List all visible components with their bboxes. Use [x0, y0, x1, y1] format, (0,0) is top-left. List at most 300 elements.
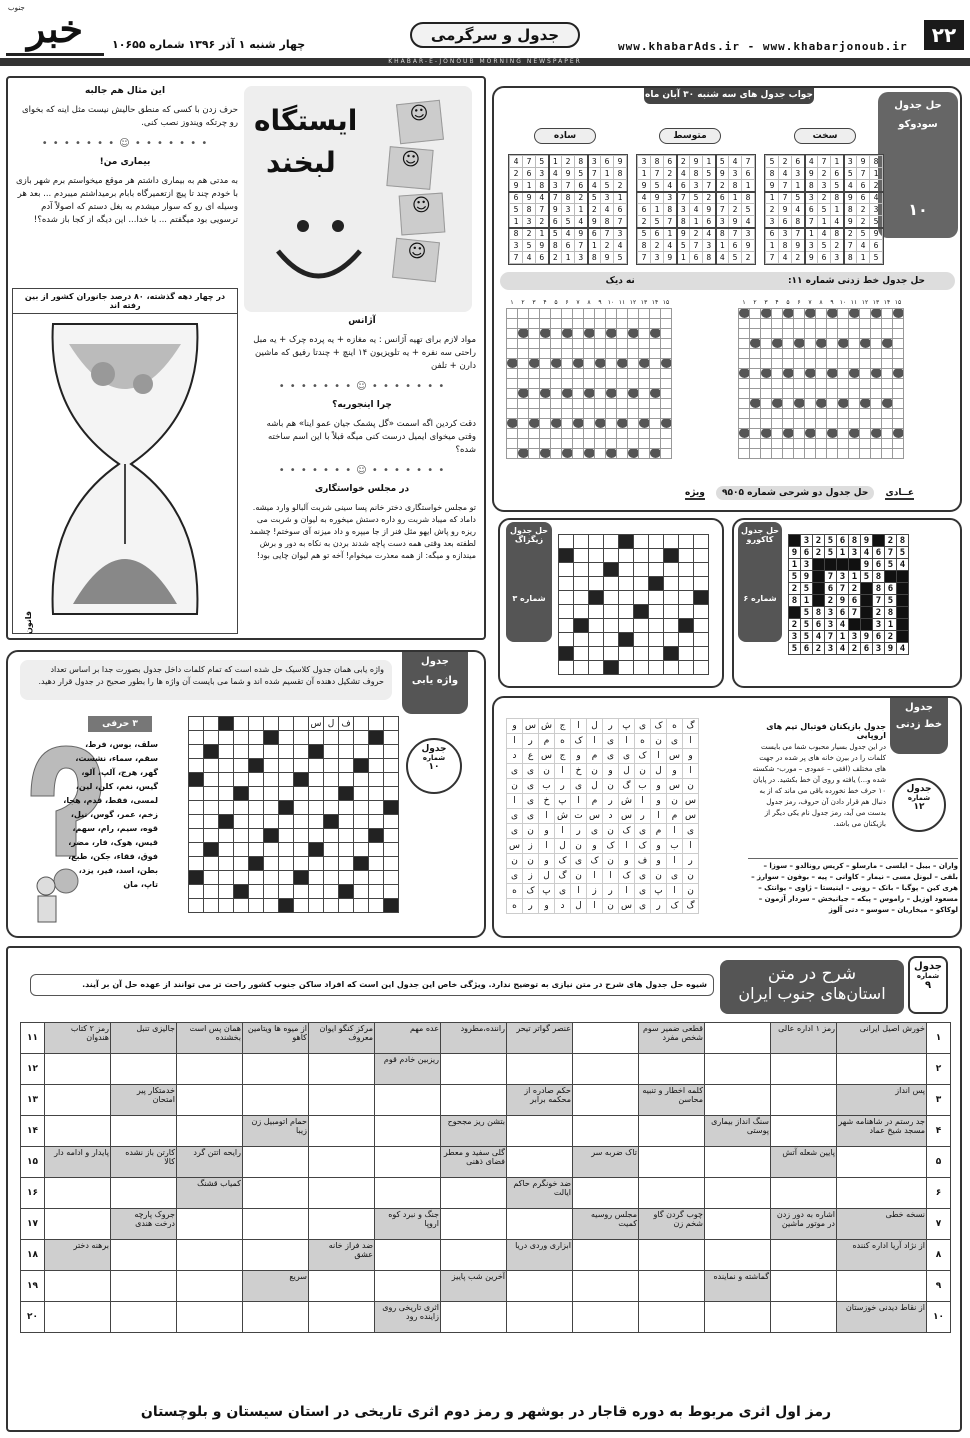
- crossword-cell[interactable]: [639, 1271, 705, 1302]
- sudoku-cell: 6: [588, 228, 601, 240]
- row-number-left: ۱۲: [21, 1054, 45, 1085]
- grid-cell: [309, 885, 324, 899]
- wordsearch-cell: و: [507, 719, 523, 734]
- disease-title: بیماری من!: [99, 157, 151, 167]
- crossword-cell[interactable]: [177, 1240, 243, 1271]
- crossword-cell[interactable]: جالیزی تنبل: [111, 1023, 177, 1054]
- level-medium: متوسط: [659, 128, 721, 144]
- grid-cell: [234, 759, 249, 773]
- crossword-cell[interactable]: اشاره به دور زدن در موتور ماشین: [771, 1209, 837, 1240]
- wordsearch-cell: پ: [651, 884, 667, 899]
- word-finder-instructions: واژه یابی همان جدول کلاسیک حل شده است که تمام کلمات داخل جدول بصورت جدا بر اساس تعداد حروف تشکیل دهنده آن تقسیم شده اند و شما می بایست آن واژه ها را بطور صحیح در جدول قرار دهید.: [20, 660, 392, 700]
- crossword-cell[interactable]: پایدار و ادامه دار: [45, 1147, 111, 1178]
- grid-cell: [761, 438, 772, 448]
- crossword-cell[interactable]: راننده،مطرود: [441, 1023, 507, 1054]
- crossword-cell[interactable]: [837, 1178, 927, 1209]
- grid-cell: [339, 773, 354, 787]
- grid-cell: [189, 787, 204, 801]
- sudoku-tag: [878, 92, 958, 238]
- crossword-cell[interactable]: [441, 1085, 507, 1116]
- grid-cell: [606, 338, 617, 348]
- sudoku-cell: 5: [677, 240, 690, 252]
- grid-cell: [783, 428, 794, 438]
- crossword-cell[interactable]: جروک پارچه درخت هندی: [111, 1209, 177, 1240]
- crossword-cell[interactable]: [771, 1085, 837, 1116]
- grid-cell: [279, 759, 294, 773]
- crossword-cell[interactable]: برهنه دختر: [45, 1240, 111, 1271]
- sudoku-cell: 4: [614, 240, 627, 252]
- grid-cell: [604, 619, 619, 633]
- sudoku-cell: 5: [792, 192, 805, 204]
- crossword-cell[interactable]: [705, 1085, 771, 1116]
- crossword-cell[interactable]: [309, 1054, 375, 1085]
- grid-cell: [827, 418, 838, 428]
- grid-cell: [805, 448, 816, 458]
- crossword-cell[interactable]: [375, 1240, 441, 1271]
- grid-cell: [219, 885, 234, 899]
- wordsearch-cell: و: [619, 854, 635, 869]
- crossword-cell[interactable]: [573, 1054, 639, 1085]
- grid-cell: [617, 378, 628, 388]
- crossword-cell[interactable]: [771, 1178, 837, 1209]
- crossword-cell[interactable]: [309, 1085, 375, 1116]
- crossword-cell[interactable]: [507, 1271, 573, 1302]
- sudoku-cell: 8: [703, 252, 716, 264]
- crossword-cell[interactable]: قطعی ضمیر سوم شخص مفرد: [639, 1023, 705, 1054]
- crossword-cell[interactable]: خدمتکار پیر امتحان: [111, 1085, 177, 1116]
- sudoku-row: [766, 180, 883, 192]
- crossword-cell[interactable]: [309, 1116, 375, 1147]
- crossword-cell[interactable]: [45, 1178, 111, 1209]
- crossword-cell[interactable]: خورش اصیل ایرانی: [837, 1023, 927, 1054]
- grid-cell: [617, 448, 628, 458]
- crossword-cell[interactable]: [177, 1302, 243, 1333]
- crossword-cell[interactable]: [375, 1147, 441, 1178]
- crossword-cell[interactable]: رمز ۱ اداره عالی: [771, 1023, 837, 1054]
- crossword-cell[interactable]: [111, 1271, 177, 1302]
- grid-cell: [249, 843, 264, 857]
- crossword-cell[interactable]: [177, 1085, 243, 1116]
- grid-cell: [573, 338, 584, 348]
- crossword-cell[interactable]: [573, 1302, 639, 1333]
- grid-cell: [649, 661, 664, 675]
- kakuro-row: [789, 535, 909, 547]
- grid-cell: [354, 801, 369, 815]
- crossword-cell[interactable]: [573, 1116, 639, 1147]
- crossword-cell[interactable]: [705, 1054, 771, 1085]
- kakuro-cell: 7: [837, 583, 849, 595]
- kakuro-cell: 3: [825, 619, 837, 631]
- sudoku-cell: 8: [729, 180, 742, 192]
- grid-cell: [595, 338, 606, 348]
- wordsearch-cell: ک: [635, 839, 651, 854]
- crossword-cell[interactable]: [507, 1147, 573, 1178]
- grid-cell: [794, 368, 805, 378]
- sudoku-cell: 4: [779, 252, 792, 264]
- crossword-cell[interactable]: [573, 1023, 639, 1054]
- crossword-cell[interactable]: [705, 1240, 771, 1271]
- crossword-cell[interactable]: [375, 1271, 441, 1302]
- grid-cell: [664, 633, 679, 647]
- grid-cell: [849, 398, 860, 408]
- grid-cell: [849, 418, 860, 428]
- grid-cell: [805, 338, 816, 348]
- grid-cell: [617, 308, 628, 318]
- grid-cell: [871, 358, 882, 368]
- crossword-cell[interactable]: حمام اتومبیل زن زیبا: [243, 1116, 309, 1147]
- grid-cell: [595, 398, 606, 408]
- crossword-cell[interactable]: [309, 1209, 375, 1240]
- sudoku-cell: 7: [729, 228, 742, 240]
- sudoku-cell: 5: [716, 156, 729, 168]
- wordsearch-row: [507, 749, 699, 764]
- crossword-cell[interactable]: [639, 1116, 705, 1147]
- grid-cell: [794, 408, 805, 418]
- grid-cell: [354, 843, 369, 857]
- kakuro-cell: [861, 619, 873, 631]
- wordsearch-cell: س: [587, 809, 603, 824]
- sudoku-cell: 3: [601, 192, 614, 204]
- crossword-cell[interactable]: مرکز کنگو ایوان معروف: [309, 1023, 375, 1054]
- grid-cell: [507, 438, 518, 448]
- grid-cell: [750, 328, 761, 338]
- logo-subtitle: جنوب: [8, 4, 25, 12]
- crossword-cell[interactable]: کارتن باز نشده کالا: [111, 1147, 177, 1178]
- grid-cell: [750, 358, 761, 368]
- crossword-cell[interactable]: [243, 1302, 309, 1333]
- crossword-cell[interactable]: [771, 1271, 837, 1302]
- kakuro-cell: 7: [825, 631, 837, 643]
- crossword-cell[interactable]: نسخه خطی: [837, 1209, 927, 1240]
- crossword-cell[interactable]: [309, 1147, 375, 1178]
- crossword-cell[interactable]: [705, 1147, 771, 1178]
- sudoku-cell: 4: [742, 216, 755, 228]
- sudoku-cell: 3: [831, 252, 844, 264]
- crossword-cell[interactable]: اثری تاریخی روی زاینده رود: [375, 1302, 441, 1333]
- grid-cell: [595, 318, 606, 328]
- crossword-cell[interactable]: ابزاری وردی دریا: [507, 1240, 573, 1271]
- wordsearch-cell: خ: [571, 764, 587, 779]
- kakuro-grid: [788, 534, 909, 655]
- crossword-cell[interactable]: آخرین شب پاییز: [441, 1271, 507, 1302]
- crossword-cell[interactable]: گماشته و نماینده: [705, 1271, 771, 1302]
- grid-cell: [694, 535, 709, 549]
- grid-cell: [849, 308, 860, 318]
- word-finder-badge: [406, 738, 462, 794]
- grid-cell: [573, 368, 584, 378]
- crossword-cell[interactable]: از میوه ها ویتامین کاهو: [243, 1023, 309, 1054]
- sudoku-cell: 9: [779, 204, 792, 216]
- crossword-cell[interactable]: [111, 1116, 177, 1147]
- crossword-cell[interactable]: ریزبین خادم قوم: [375, 1054, 441, 1085]
- sudoku-cell: 1: [638, 168, 651, 180]
- grid-col-number: ۸: [587, 299, 591, 307]
- crossword-cell[interactable]: بتشن ریز مجحوح: [441, 1116, 507, 1147]
- wordsearch-cell: ل: [651, 764, 667, 779]
- grid-cell: [507, 418, 518, 428]
- crossword-cell[interactable]: [441, 1178, 507, 1209]
- crossword-cell[interactable]: [639, 1240, 705, 1271]
- crossword-cell[interactable]: حکم صادره از محکمه برابر: [507, 1085, 573, 1116]
- sudoku-cell: 7: [716, 204, 729, 216]
- grid-row: [507, 308, 672, 318]
- grid-cell: [619, 591, 634, 605]
- sudoku-cell: 5: [870, 216, 883, 228]
- crossword-cell[interactable]: جد رستم در شاهنامه شهر مسجد شیخ عماد: [837, 1116, 927, 1147]
- crossword-cell[interactable]: [111, 1240, 177, 1271]
- grid-cell: [518, 438, 529, 448]
- wordsearch-cell: ک: [635, 749, 651, 764]
- grid-cell: [650, 448, 661, 458]
- grid-row: [739, 398, 904, 408]
- grid-cell: [871, 378, 882, 388]
- crossword-row: [21, 1271, 951, 1302]
- kakuro-cell: 8: [885, 607, 897, 619]
- crossword-cell[interactable]: [837, 1147, 927, 1178]
- crossword-cell[interactable]: [705, 1178, 771, 1209]
- grid-cell: [871, 388, 882, 398]
- crossword-cell[interactable]: [45, 1116, 111, 1147]
- crossword-cell[interactable]: [111, 1178, 177, 1209]
- crossword-cell[interactable]: رمز ۲ کتاب هندوان: [45, 1023, 111, 1054]
- crossword-cell[interactable]: از نقاط دیدنی خوزستان: [837, 1302, 927, 1333]
- crossword-cell[interactable]: عنصر گواتر تیحر: [507, 1023, 573, 1054]
- crossword-cell[interactable]: تاک ضربه سر: [573, 1147, 639, 1178]
- grid-cell: [204, 731, 219, 745]
- kakuro-cell: [813, 571, 825, 583]
- crossword-cell[interactable]: [639, 1147, 705, 1178]
- grid-cell: [827, 438, 838, 448]
- wordsearch-cell: س: [667, 749, 683, 764]
- sudoku-cell: 8: [601, 216, 614, 228]
- crossword-cell[interactable]: از نژاد آریا اداره کننده: [837, 1240, 927, 1271]
- wordsearch-cell: ن: [635, 764, 651, 779]
- crossword-cell[interactable]: [243, 1054, 309, 1085]
- grid-cell: [882, 368, 893, 378]
- grid-cell: [219, 815, 234, 829]
- grid-cell: [739, 308, 750, 318]
- crossword-cell[interactable]: [771, 1240, 837, 1271]
- crossword-cell[interactable]: ضد خونگرم حاکم ایالت: [507, 1178, 573, 1209]
- crossword-cell[interactable]: [771, 1302, 837, 1333]
- crossword-cell[interactable]: [705, 1023, 771, 1054]
- grid-cell: [204, 787, 219, 801]
- crossword-cell[interactable]: [573, 1085, 639, 1116]
- sudoku-cell: 8: [716, 228, 729, 240]
- crossword-cell[interactable]: همان پس است بخشنده: [177, 1023, 243, 1054]
- crossword-cell[interactable]: [177, 1209, 243, 1240]
- grid-cell: [805, 308, 816, 318]
- wordsearch-row: [507, 839, 699, 854]
- crossword-cell[interactable]: [243, 1240, 309, 1271]
- grid-cell: [529, 328, 540, 338]
- sudoku-cell: 1: [614, 192, 627, 204]
- crossword-cell[interactable]: [45, 1085, 111, 1116]
- sudoku-cell: 6: [742, 168, 755, 180]
- grid-col-number: ۵: [554, 299, 558, 307]
- sudoku-cell: 9: [562, 168, 575, 180]
- crossword-cell[interactable]: سریع: [243, 1271, 309, 1302]
- grid-cell: [234, 871, 249, 885]
- crossword-cell[interactable]: [111, 1054, 177, 1085]
- sudoku-cell: 5: [614, 252, 627, 264]
- line-puzzle-badge: [892, 778, 946, 832]
- crossword-cell[interactable]: [243, 1209, 309, 1240]
- grid-cell: [772, 358, 783, 368]
- crossword-cell[interactable]: [573, 1178, 639, 1209]
- crossword-cell[interactable]: [441, 1302, 507, 1333]
- crossword-cell[interactable]: [837, 1271, 927, 1302]
- crossword-cell[interactable]: [243, 1147, 309, 1178]
- crossword-cell[interactable]: [441, 1209, 507, 1240]
- why-title: چرا اینجوریه؟: [332, 400, 392, 410]
- crossword-cell[interactable]: [177, 1271, 243, 1302]
- sudoku-cell: 6: [779, 216, 792, 228]
- crossword-cell[interactable]: ضد فراز خانه عشق: [309, 1240, 375, 1271]
- grid-cell: [761, 368, 772, 378]
- crossword-cell[interactable]: کمیاب قشنگ: [177, 1178, 243, 1209]
- grid-cell: [354, 759, 369, 773]
- grid-cell: [816, 368, 827, 378]
- crossword-cell[interactable]: [45, 1271, 111, 1302]
- crossword-cell[interactable]: [309, 1302, 375, 1333]
- crossword-cell[interactable]: [441, 1054, 507, 1085]
- crossword-cell[interactable]: عده مهم: [375, 1023, 441, 1054]
- crossword-cell[interactable]: جنگ و نبرد کوه اروپا: [375, 1209, 441, 1240]
- sudoku-cell: 2: [729, 204, 742, 216]
- crossword-cell[interactable]: [309, 1178, 375, 1209]
- crossword-cell[interactable]: [375, 1116, 441, 1147]
- crossword-cell[interactable]: [507, 1116, 573, 1147]
- crossword-cell[interactable]: [771, 1116, 837, 1147]
- crossword-cell[interactable]: [243, 1178, 309, 1209]
- website-links[interactable]: www.khabarAds.ir - www.khabarjonoub.ir: [618, 40, 908, 53]
- crossword-cell[interactable]: [45, 1209, 111, 1240]
- grid-cell: [639, 358, 650, 368]
- sudoku-cell: 2: [536, 216, 549, 228]
- crossword-cell[interactable]: [507, 1302, 573, 1333]
- crossword-cell[interactable]: [573, 1240, 639, 1271]
- wordsearch-cell: ا: [555, 824, 571, 839]
- grid-cell: [339, 899, 354, 913]
- grid-cell: [294, 759, 309, 773]
- grid-cell: [860, 308, 871, 318]
- crossword-cell[interactable]: مجلس روسیه کمیت: [573, 1209, 639, 1240]
- crossword-cell[interactable]: [705, 1302, 771, 1333]
- crossword-panel: [6, 946, 962, 1432]
- grid-row: [739, 438, 904, 448]
- kakuro-cell: 3: [849, 631, 861, 643]
- wordsearch-cell: ش: [539, 719, 555, 734]
- crossword-cell[interactable]: کلمه اخطار و تنبیه محاسن: [639, 1085, 705, 1116]
- grid-col-number: ۸: [819, 299, 823, 307]
- crossword-cell[interactable]: [177, 1054, 243, 1085]
- grid-cell: [750, 398, 761, 408]
- grid-cell: [679, 577, 694, 591]
- crossword-cell[interactable]: [639, 1054, 705, 1085]
- sudoku-cell: 7: [614, 216, 627, 228]
- divider-smile-1: • • • • • • • ☺ • • • • • • •: [41, 138, 209, 149]
- zigzag-tag: [506, 522, 552, 642]
- wordsearch-cell: پ: [539, 884, 555, 899]
- crossword-cell[interactable]: سنگ انداز بیماری پوستی: [705, 1116, 771, 1147]
- sudoku-cell: 4: [588, 180, 601, 192]
- grid-row: [559, 661, 709, 675]
- sudoku-cell: 4: [562, 228, 575, 240]
- grid-cell: [860, 418, 871, 428]
- grid-cell: [617, 368, 628, 378]
- sudoku-cell: 4: [664, 240, 677, 252]
- grid-cell: [838, 428, 849, 438]
- grid-cell: [849, 338, 860, 348]
- crossword-cell[interactable]: گلی سفید و معطر فضای ذهنی: [441, 1147, 507, 1178]
- grid-col-number: ۷: [808, 299, 812, 307]
- grid-row: [739, 418, 904, 428]
- kakuro-cell: 3: [873, 643, 885, 655]
- wordsearch-cell: س: [667, 779, 683, 794]
- sudoku-cell: 3: [651, 252, 664, 264]
- crossword-cell[interactable]: [111, 1302, 177, 1333]
- grid-cell: [595, 308, 606, 318]
- grid-cell: [294, 717, 309, 731]
- crossword-cell[interactable]: [771, 1054, 837, 1085]
- wordsearch-cell: و: [651, 854, 667, 869]
- crossword-cell[interactable]: رایحه اتتن گرد: [177, 1147, 243, 1178]
- crossword-cell[interactable]: [243, 1085, 309, 1116]
- wordsearch-cell: ی: [523, 779, 539, 794]
- sudoku-cell: 6: [703, 216, 716, 228]
- crossword-cell[interactable]: [507, 1054, 573, 1085]
- line-banner-text: حل جدول خط زدنی شماره ۱۱:: [787, 276, 925, 286]
- grid-cell: [761, 418, 772, 428]
- crossword-cell[interactable]: [507, 1209, 573, 1240]
- grid-cell: [628, 388, 639, 398]
- wordsearch-cell: ی: [683, 824, 699, 839]
- crossword-cell[interactable]: پس انداز: [837, 1085, 927, 1116]
- grid-cell: [860, 408, 871, 418]
- crossword-cell[interactable]: [639, 1178, 705, 1209]
- crossword-cell[interactable]: [177, 1116, 243, 1147]
- sudoku-cell: 6: [857, 180, 870, 192]
- grid-cell: [540, 398, 551, 408]
- grid-cell: [650, 308, 661, 318]
- crossword-cell[interactable]: [309, 1271, 375, 1302]
- crossword-cell[interactable]: [705, 1209, 771, 1240]
- header-strap: KHABAR-E-JONOUB MORNING NEWSPAPER: [0, 58, 970, 66]
- grid-cell: [551, 388, 562, 398]
- wordsearch-cell: ن: [603, 899, 619, 914]
- sudoku-cell: 1: [677, 252, 690, 264]
- grid-cell: [739, 358, 750, 368]
- grid-cell: [562, 348, 573, 358]
- crossword-cell[interactable]: پایین شعله آتش: [771, 1147, 837, 1178]
- grid-cell: [679, 591, 694, 605]
- wordsearch-cell: ن: [571, 869, 587, 884]
- crossword-cell[interactable]: [441, 1240, 507, 1271]
- crossword-cell[interactable]: [45, 1302, 111, 1333]
- grid-cell: [573, 448, 584, 458]
- crossword-cell[interactable]: [375, 1178, 441, 1209]
- grid-cell: [507, 388, 518, 398]
- crossword-cell[interactable]: [639, 1302, 705, 1333]
- grid-cell: [354, 731, 369, 745]
- humor-panel: [6, 76, 486, 640]
- crossword-cell[interactable]: [45, 1054, 111, 1085]
- crossword-cell[interactable]: [837, 1054, 927, 1085]
- crossword-cell[interactable]: چوب گردن گاو شخم زن: [639, 1209, 705, 1240]
- crossword-cell[interactable]: [573, 1271, 639, 1302]
- crossword-cell[interactable]: [375, 1085, 441, 1116]
